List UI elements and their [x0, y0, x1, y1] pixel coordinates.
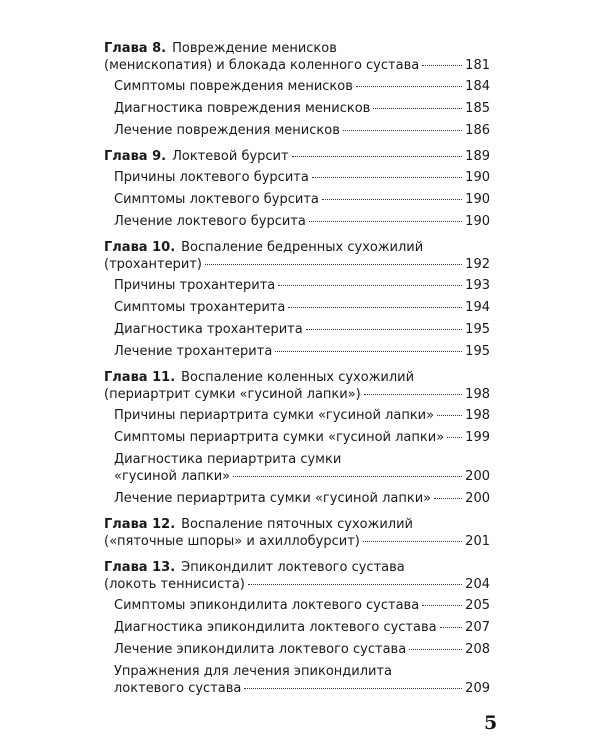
toc-line — [104, 256, 490, 273]
toc-subentry[interactable] — [104, 429, 490, 446]
subentry-title: Симптомы повреждения менисков — [114, 79, 353, 94]
toc-line — [114, 407, 490, 424]
toc-chapter-entry[interactable] — [104, 559, 490, 593]
page-ref: 198 — [465, 408, 490, 423]
dot-leader — [364, 394, 462, 395]
toc-line — [114, 343, 490, 360]
toc-subentry[interactable] — [104, 213, 490, 230]
dot-leader — [233, 476, 462, 477]
chapter-label: Глава 10. — [104, 240, 176, 255]
toc-line — [104, 386, 490, 403]
dot-leader — [422, 605, 462, 606]
toc-subentry[interactable] — [104, 597, 490, 614]
toc-subentry[interactable] — [104, 277, 490, 294]
page-ref: 189 — [465, 149, 490, 164]
chapter-title: Эпикондилит локтевого сустава — [181, 560, 405, 575]
page-ref: 194 — [465, 300, 490, 315]
subentry-title: Симптомы локтевого бурсита — [114, 192, 319, 207]
subentry-title: «гусиной лапки» — [114, 469, 231, 484]
toc-line — [104, 369, 490, 386]
subentry-title: Диагностика эпикондилита локтевого сустава — [114, 620, 437, 635]
subentry-title: Диагностика периартрита сумки — [114, 452, 342, 467]
toc-chapter-entry[interactable] — [104, 516, 490, 550]
chapter-title: Повреждение менисков — [172, 41, 337, 56]
dot-leader — [306, 329, 462, 330]
chapter-title: Локтевой бурсит — [172, 149, 289, 164]
chapter-title: (локоть теннисиста) — [104, 577, 245, 592]
toc-line — [114, 490, 490, 507]
dot-leader — [248, 584, 462, 585]
chapter-title: Воспаление пяточных сухожилий — [181, 517, 413, 532]
subentry-title: Лечение эпикондилита локтевого сустава — [114, 642, 407, 657]
chapter-label: Глава 11. — [104, 370, 176, 385]
page-ref: 184 — [465, 79, 490, 94]
dot-leader — [363, 541, 462, 542]
toc-line — [114, 213, 490, 230]
chapter-title: (трохантерит) — [104, 257, 202, 272]
page-ref: 205 — [465, 598, 490, 613]
subentry-title: Лечение повреждения менисков — [114, 123, 340, 138]
chapter-title: («пяточные шпоры» и ахиллобурсит) — [104, 534, 360, 549]
page-ref: 200 — [465, 491, 490, 506]
toc-subentry[interactable] — [104, 299, 490, 316]
toc-subentry[interactable] — [104, 191, 490, 208]
toc-line — [114, 619, 490, 636]
toc-line — [114, 597, 490, 614]
page-ref: 201 — [465, 534, 490, 549]
page-ref: 200 — [465, 469, 490, 484]
page-ref: 181 — [465, 58, 490, 73]
chapter-label: Глава 13. — [104, 560, 176, 575]
toc-line — [114, 100, 490, 117]
toc-subentry[interactable] — [104, 321, 490, 338]
toc-line — [104, 40, 490, 57]
toc-line — [104, 559, 490, 576]
dot-leader — [312, 177, 462, 178]
toc-subentry[interactable] — [104, 663, 490, 697]
page-ref: 199 — [465, 430, 490, 445]
table-of-contents — [104, 40, 490, 697]
page-ref: 190 — [465, 214, 490, 229]
page-ref: 195 — [465, 322, 490, 337]
toc-chapter-entry[interactable] — [104, 369, 490, 403]
page-ref: 207 — [465, 620, 490, 635]
page-ref: 204 — [465, 577, 490, 592]
dot-leader — [205, 264, 462, 265]
dot-leader — [343, 130, 462, 131]
toc-line — [114, 122, 490, 139]
page-ref: 209 — [465, 681, 490, 696]
dot-leader — [275, 351, 462, 352]
toc-line — [104, 533, 490, 550]
dot-leader — [409, 649, 462, 650]
toc-line — [114, 641, 490, 658]
subentry-title: Симптомы периартрита сумки «гусиной лапки» — [114, 430, 445, 445]
toc-line — [104, 57, 490, 74]
subentry-title: Причины локтевого бурсита — [114, 170, 309, 185]
toc-chapter-entry[interactable] — [104, 148, 490, 165]
toc-line — [114, 680, 490, 697]
page-ref: 208 — [465, 642, 490, 657]
toc-line — [114, 451, 490, 468]
dot-leader — [292, 156, 463, 157]
subentry-title: Лечение трохантерита — [114, 344, 273, 359]
toc-chapter-entry[interactable] — [104, 40, 490, 74]
toc-line — [104, 239, 490, 256]
toc-line — [104, 576, 490, 593]
subentry-title: Диагностика повреждения менисков — [114, 101, 371, 116]
subentry-title: Симптомы эпикондилита локтевого сустава — [114, 598, 420, 613]
chapter-title: (менископатия) и блокада коленного сустава — [104, 58, 420, 73]
toc-subentry[interactable] — [104, 78, 490, 95]
toc-subentry[interactable] — [104, 641, 490, 658]
dot-leader — [437, 415, 462, 416]
subentry-title: Лечение периартрита сумки «гусиной лапки» — [114, 491, 432, 506]
subentry-title: Причины периартрита сумки «гусиной лапки» — [114, 408, 435, 423]
toc-subentry[interactable] — [104, 169, 490, 186]
toc-line — [114, 429, 490, 446]
page-ref: 192 — [465, 257, 490, 272]
dot-leader — [244, 688, 462, 689]
dot-leader — [373, 108, 462, 109]
toc-line — [114, 191, 490, 208]
page-ref: 195 — [465, 344, 490, 359]
toc-line — [114, 299, 490, 316]
toc-chapter-entry[interactable] — [104, 239, 490, 273]
dot-leader — [356, 86, 462, 87]
page-ref: 198 — [465, 387, 490, 402]
chapter-title: Воспаление бедренных сухожилий — [181, 240, 424, 255]
dot-leader — [288, 307, 462, 308]
page-ref: 185 — [465, 101, 490, 116]
chapter-title: Воспаление коленных сухожилий — [181, 370, 415, 385]
subentry-title: Причины трохантерита — [114, 278, 276, 293]
chapter-label: Глава 12. — [104, 517, 176, 532]
toc-line — [104, 516, 490, 533]
page-ref: 190 — [465, 192, 490, 207]
toc-subentry[interactable] — [104, 122, 490, 139]
page-ref: 190 — [465, 170, 490, 185]
subentry-title: Симптомы трохантерита — [114, 300, 286, 315]
subentry-title: Упражнения для лечения эпикондилита — [114, 664, 393, 679]
toc-line — [104, 148, 490, 165]
toc-subentry[interactable] — [104, 490, 490, 507]
dot-leader — [278, 285, 462, 286]
page-number: 5 — [484, 712, 498, 734]
chapter-label: Глава 9. — [104, 149, 167, 164]
dot-leader — [309, 221, 462, 222]
toc-line — [114, 169, 490, 186]
dot-leader — [447, 437, 462, 438]
toc-line — [114, 468, 490, 485]
subentry-title: Диагностика трохантерита — [114, 322, 303, 337]
subentry-title: Лечение локтевого бурсита — [114, 214, 306, 229]
dot-leader — [440, 627, 463, 628]
toc-line — [114, 663, 490, 680]
chapter-title: (периартрит сумки «гусиной лапки») — [104, 387, 361, 402]
chapter-label: Глава 8. — [104, 41, 167, 56]
toc-subentry[interactable] — [104, 100, 490, 117]
toc-subentry[interactable] — [104, 343, 490, 360]
subentry-title: локтевого сустава — [114, 681, 242, 696]
toc-subentry[interactable] — [104, 451, 490, 485]
toc-subentry[interactable] — [104, 619, 490, 636]
dot-leader — [322, 199, 462, 200]
toc-line — [114, 321, 490, 338]
page-ref: 186 — [465, 123, 490, 138]
dot-leader — [422, 65, 462, 66]
dot-leader — [434, 498, 462, 499]
toc-line — [114, 277, 490, 294]
toc-line — [114, 78, 490, 95]
page-ref: 193 — [465, 278, 490, 293]
toc-subentry[interactable] — [104, 407, 490, 424]
